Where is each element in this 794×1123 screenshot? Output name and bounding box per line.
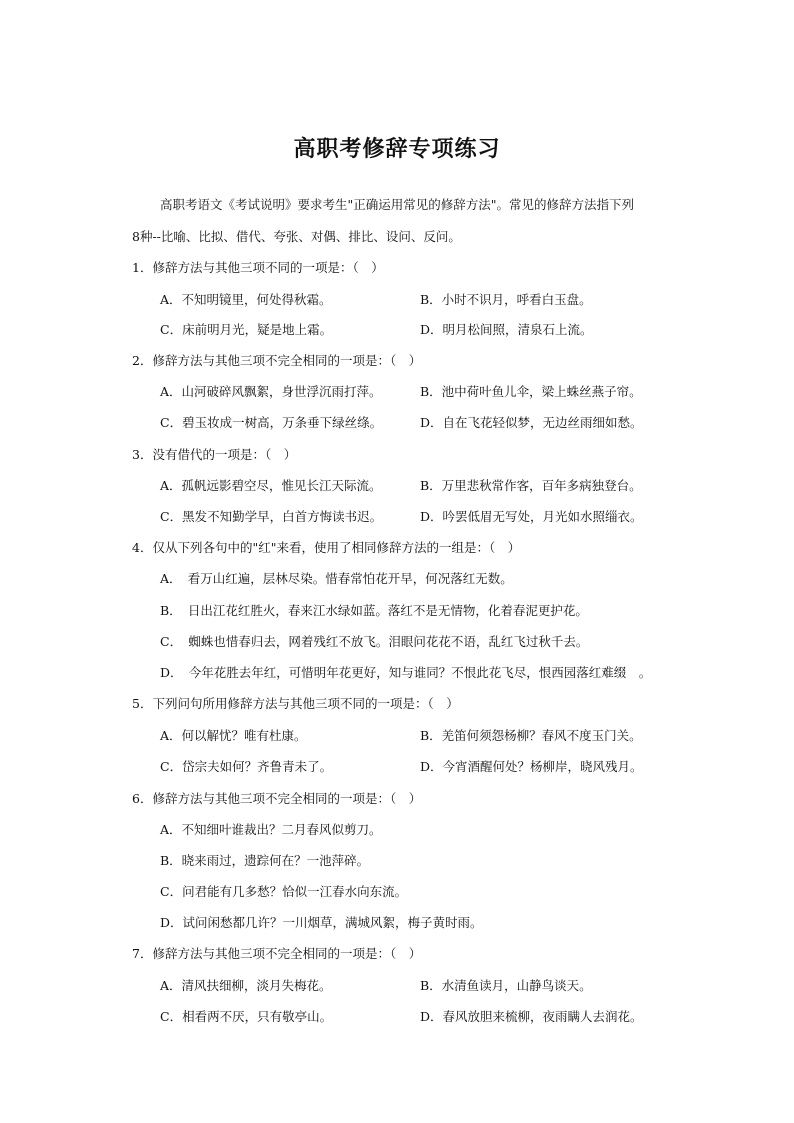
question-3-option-c: C．黑发不知勤学早，白首方悔读书迟。 bbox=[160, 509, 383, 524]
question-1-option-c: C．床前明月光，疑是地上霜。 bbox=[160, 322, 333, 337]
question-5-option-c: C．岱宗夫如何？齐鲁青未了。 bbox=[160, 759, 333, 774]
question-3-stem: 3．没有借代的一项是：（ ） bbox=[132, 447, 297, 462]
question-4-option-a: A． 看万山红遍，层林尽染。惜春常怕花开早，何况落红无数。 bbox=[160, 571, 513, 586]
question-6-option-d: D．试问闲愁都几许？一川烟草，满城风絮，梅子黄时雨。 bbox=[160, 915, 483, 930]
intro-line-1: 高职考语文《考试说明》要求考生"正确运用常见的修辞方法"。常见的修辞方法指下列 bbox=[160, 197, 635, 212]
page-title: 高职考修辞专项练习 bbox=[293, 136, 501, 162]
question-4-option-b: B． 日出江花红胜火，春来江水绿如蓝。落红不是无情物，化着春泥更护花。 bbox=[160, 603, 588, 618]
question-2-stem: 2．修辞方法与其他三项不完全相同的一项是：（ ） bbox=[132, 353, 422, 368]
question-7-option-d: D．春风放胆来梳柳，夜雨瞒人去润花。 bbox=[420, 1009, 643, 1024]
question-5-option-d: D．今宵酒醒何处？杨柳岸，晓风残月。 bbox=[420, 759, 643, 774]
question-2-option-a: A．山河破碎风飘絮，身世浮沉雨打萍。 bbox=[160, 384, 382, 399]
question-2-option-b: B．池中荷叶鱼儿伞，梁上蛛丝燕子帘。 bbox=[420, 384, 642, 399]
question-1-stem: 1．修辞方法与其他三项不同的一项是：（ ） bbox=[132, 260, 384, 275]
question-3-option-d: D．吟罢低眉无写处，月光如水照缁衣。 bbox=[420, 509, 643, 524]
question-5-option-b: B．羌笛何须怨杨柳？春风不度玉门关。 bbox=[420, 728, 642, 743]
question-1-option-d: D．明月松间照，清泉石上流。 bbox=[420, 322, 593, 337]
question-3-option-b: B．万里悲秋常作客，百年多病独登台。 bbox=[420, 478, 642, 493]
question-2-option-d: D．自在飞花轻似梦，无边丝雨细如愁。 bbox=[420, 415, 643, 430]
question-7-option-c: C．相看两不厌，只有敬亭山。 bbox=[160, 1009, 333, 1024]
question-4-stem: 4．仅从下列各句中的"红"来看，使用了相同修辞方法的一组是：（ ） bbox=[132, 540, 521, 555]
question-4-option-d: D． 今年花胜去年红，可惜明年花更好，知与谁同？不恨此花飞尽，恨西园落红难缀 。 bbox=[160, 665, 652, 680]
question-2-option-c: C．碧玉妆成一树高，万条垂下绿丝绦。 bbox=[160, 415, 383, 430]
question-6-option-b: B．晓来雨过，遗踪何在？一池萍碎。 bbox=[160, 853, 370, 868]
intro-line-2: 8种--比喻、比拟、借代、夸张、对偶、排比、设问、反问。 bbox=[132, 229, 461, 244]
question-7-option-b: B．水清鱼读月，山静鸟谈天。 bbox=[420, 978, 592, 993]
question-6-option-a: A．不知细叶谁裁出？二月春风似剪刀。 bbox=[160, 822, 382, 837]
question-6-stem: 6．修辞方法与其他三项不完全相同的一项是：（ ） bbox=[132, 791, 422, 806]
question-7-option-a: A．清风扶细柳，淡月失梅花。 bbox=[160, 978, 332, 993]
question-1-option-a: A．不知明镜里，何处得秋霜。 bbox=[160, 292, 332, 307]
question-7-stem: 7．修辞方法与其他三项不完全相同的一项是：（ ） bbox=[132, 946, 422, 961]
question-5-option-a: A．何以解忧？唯有杜康。 bbox=[160, 728, 307, 743]
question-4-option-c: C． 蜘蛛也惜春归去，网着残红不放飞。泪眼问花花不语，乱红飞过秋千去。 bbox=[160, 634, 589, 649]
question-5-stem: 5．下列问句所用修辞方法与其他三项不同的一项是：（ ） bbox=[132, 696, 459, 711]
question-6-option-c: C．问君能有几多愁？恰似一江春水向东流。 bbox=[160, 884, 408, 899]
question-1-option-b: B．小时不识月，呼看白玉盘。 bbox=[420, 292, 592, 307]
question-3-option-a: A．孤帆远影碧空尽，惟见长江天际流。 bbox=[160, 478, 382, 493]
